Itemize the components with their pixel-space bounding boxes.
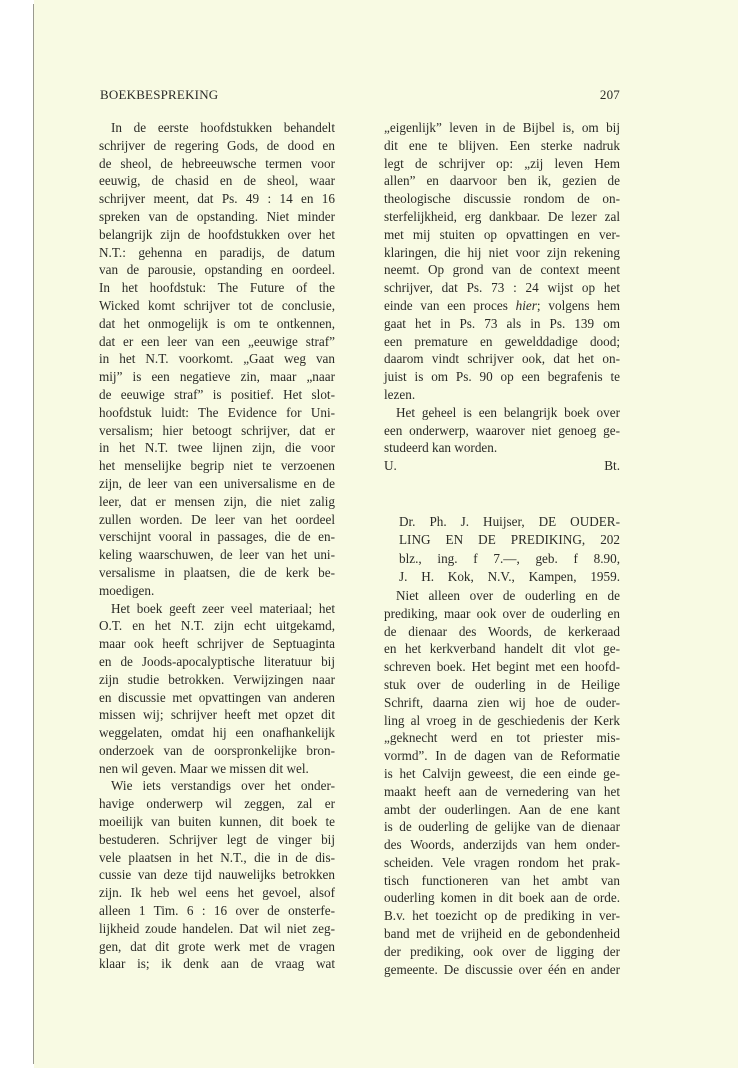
text-line: met mij stuiten op opvattingen en ver- — [384, 226, 620, 242]
text-line: band met de vrijheid en de gebondenheid — [384, 926, 620, 942]
text-line: een premature en gewelddadige dood; — [384, 333, 620, 349]
text-line: en discussie met opvattingen van anderen — [99, 689, 335, 705]
text-line: eeuwig, de chasid en de sheol, waar — [99, 173, 335, 189]
text-line: en de Joods-apocalyptische literatuur bij — [99, 653, 335, 669]
text-line: juist is om Ps. 90 op een begrafenis te — [384, 369, 620, 385]
text-line: de sheol, de hebreeuwsche termen voor — [99, 155, 335, 171]
review-continuation — [384, 119, 620, 457]
text-line: Wicked komt schrijver tot de conclusie, — [99, 297, 335, 313]
paragraph — [384, 404, 620, 457]
signoff-author: Bt. — [604, 458, 620, 474]
text-line: in het N.T. voorkomt. „Gaat weg van — [99, 351, 335, 367]
text-line: zullen worden. De leer van het oordeel — [99, 511, 335, 527]
text-line: onderzoek van de oorspronkelijke bron- — [99, 742, 335, 758]
text-line: schrijver de regering Gods, de dood en — [99, 137, 335, 153]
paragraph — [99, 600, 335, 778]
review-body — [99, 119, 335, 973]
italic-word: hier — [515, 297, 537, 313]
text-line: schrijver, dat Ps. 73 : 24 wijst op het — [384, 280, 620, 296]
text-line: dat het onmogelijk is om te ontkennen, — [99, 315, 335, 331]
text-line: des Woords, anderzijds van hem onder- — [384, 837, 620, 853]
text-line: nen wil geven. Maar we missen dit wel. — [99, 760, 309, 776]
text-line: B.v. het toezicht op de prediking in ver- — [384, 908, 620, 924]
text-line: gen, dat dit grote werk met de vragen — [99, 938, 335, 954]
text-line: klaar is; ik denk aan de vraag wat — [99, 956, 335, 972]
page-edge — [33, 4, 34, 1064]
left-column — [99, 119, 335, 973]
text-line: Wie iets verstandigs over het onder- — [111, 778, 335, 794]
text-line: Niet alleen over de ouderling en de — [396, 587, 620, 603]
text-line: versalism; hier betoogt schrijver, dat er — [99, 422, 335, 438]
text-line: in het N.T. twee lijnen zijn, die voor — [99, 440, 335, 456]
text-line: van de parousie, opstanding en oordeel. — [99, 262, 335, 278]
text-line: moeilijk van buiten kunnen, dit boek te — [99, 814, 335, 830]
text-line: stuk over de ouderling in de Heilige — [384, 676, 620, 692]
text-line: In de eerste hoofdstukken behandelt — [111, 120, 335, 135]
text-line: is het Calvijn geweest, die een einde ge- — [384, 765, 620, 781]
text-line: Schrift, daarna zien wij hoe de ouder- — [384, 694, 620, 710]
section-gap — [384, 475, 620, 513]
text-line: tisch functioneren van het ambt van — [384, 872, 620, 888]
text-line: klaringen, die hij niet voor zijn rekening — [384, 244, 620, 260]
text-line: prediking, maar ook over de ouderling en — [384, 605, 620, 621]
citation-line: Dr. Ph. J. Huijser, DE OUDER- — [399, 513, 620, 529]
text-line: sterfelijkheid, erg dankbaar. De lezer zal — [384, 208, 620, 224]
text-line: alleen 1 Tim. 6 : 16 over de onsterfe- — [99, 903, 335, 919]
text-line: studeerd kan worden. — [384, 440, 498, 456]
text-line: ouderling komen in dit boek aan de orde. — [384, 890, 620, 906]
text-line — [384, 297, 620, 315]
text-line: „geknecht werd en tot priester mis- — [384, 730, 620, 746]
text-line: vele plaatsen in het N.T., die in de dis- — [99, 849, 335, 865]
text-line: gaat het in Ps. 73 als in Ps. 139 om — [384, 315, 620, 331]
text-line: versalisme in plaatsen, die de kerk be- — [99, 564, 335, 580]
second-review-body — [384, 587, 620, 979]
text-line: het menselijke begrip niet te verzoenen — [99, 458, 335, 474]
citation-line: LING EN DE PREDIKING, 202 — [399, 532, 620, 548]
text-line: de dienaar des Woords, de kerkeraad — [384, 623, 620, 639]
text-line: lijkheid zoude handelen. Dat wil niet zeg- — [99, 920, 335, 936]
text-line: zijn studie betrokken. Verwijzingen naar — [99, 671, 335, 687]
text-segment: einde van een proces — [384, 297, 516, 313]
text-line: daarom vindt schrijver ook, dat het on- — [384, 351, 620, 367]
paragraph — [99, 777, 335, 973]
text-line: belangrijk zijn de hoofdstukken over het — [99, 226, 335, 242]
text-line: keling waarschuwen, de leer van het uni- — [99, 547, 335, 563]
text-line: missen wij; schrijver heeft met opzet dit — [99, 707, 335, 723]
text-line: de eeuwige straf” is positief. Het slot- — [99, 386, 335, 402]
text-line: O.T. en het N.T. zijn echt uitgekamd, — [99, 618, 335, 634]
text-line: verschijnt vooral in passages, die de en- — [99, 529, 335, 545]
text-line: mij” is een negatieve zin, maar „naar — [99, 369, 335, 385]
text-line: is de ouderling de gelijke van de dienaar — [384, 819, 620, 835]
paragraph — [384, 119, 620, 404]
text-line: hoofdstuk luidt: The Evidence for Uni- — [99, 404, 335, 420]
text-line: leer, dat er mensen zijn, die niet zalig — [99, 493, 335, 509]
text-segment: ; volgens hem — [536, 297, 620, 313]
right-column — [384, 119, 620, 978]
text-line: Het boek geeft zeer veel materiaal; het — [111, 600, 335, 616]
page-number: 207 — [599, 87, 620, 102]
text-line: vormd”. In de dagen van de Reformatie — [384, 748, 620, 764]
text-line: een onderwerp, waarover niet genoeg ge- — [384, 422, 620, 438]
text-line: weggelaten, omdat hij een onafhankelijk — [99, 725, 335, 741]
text-line: Het geheel is een belangrijk boek over — [396, 404, 620, 420]
text-line: der prediking, ook over de ligging der — [384, 943, 620, 959]
text-line: zijn, de leer van een universalisme en de — [99, 475, 335, 491]
book-citation — [384, 513, 620, 587]
text-line: spreken van de opstanding. Niet minder — [99, 208, 335, 224]
text-line: schreven boek. Het begint met een hoofd- — [384, 659, 620, 675]
text-line: ling al vroeg in de geschiedenis der Kerk — [384, 712, 620, 728]
text-line: bestuderen. Schrijver legt de vinger bij — [99, 831, 335, 847]
text-line: scheiden. Vele vragen rondom het prak- — [384, 854, 620, 870]
text-line: theologische discussie rondom de on- — [384, 191, 620, 207]
citation-line: J. H. Kok, N.V., Kampen, 1959. — [399, 569, 620, 585]
text-line: en het kerkverband handelt dit vlot ge- — [384, 641, 620, 657]
paragraph — [99, 119, 335, 600]
text-line: moedigen. — [99, 582, 155, 598]
text-line: zijn. Ik heb wel eens het gevoel, alsof — [99, 885, 335, 901]
citation-line: blz., ing. f 7.—, geb. f 8.90, — [399, 550, 620, 566]
text-line: „eigenlijk” leven in de Bijbel is, om bij — [384, 120, 620, 135]
text-line: cussie van deze tijd nauwelijks betrokken — [99, 867, 335, 883]
text-line: havige onderwerp wil zeggen, zal er — [99, 796, 335, 812]
text-line: legt de schrijver op: „zij leven Hem — [384, 155, 620, 171]
paragraph — [384, 587, 620, 979]
text-line: N.T.: gehenna en paradijs, de datum — [99, 244, 335, 260]
text-line: gemeente. De discussie over één en ander — [384, 961, 620, 977]
text-line: schrijver meent, dat Ps. 49 : 14 en 16 — [99, 191, 335, 207]
text-line: lezen. — [384, 386, 416, 402]
text-line: allen” en daarvoor ben ik, gezien de — [384, 173, 620, 189]
text-line: dit ene te blijven. Een sterke nadruk — [384, 137, 620, 153]
section-title: BOEKBESPREKING — [100, 87, 219, 102]
text-line: maar ook heeft schrijver de Septuaginta — [99, 636, 335, 652]
signoff-left: U. — [384, 458, 397, 474]
text-line: dat er een leer van een „eeuwige straf” — [99, 333, 335, 349]
text-line: neemt. Op grond van de context meent — [384, 262, 620, 278]
review-signoff — [384, 457, 620, 475]
text-line: In het hoofdstuk: The Future of the — [99, 280, 335, 296]
text-line: ambt der ouderlingen. Aan de ene kant — [384, 801, 620, 817]
text-line: maakt heeft aan de vernedering van het — [384, 783, 620, 799]
